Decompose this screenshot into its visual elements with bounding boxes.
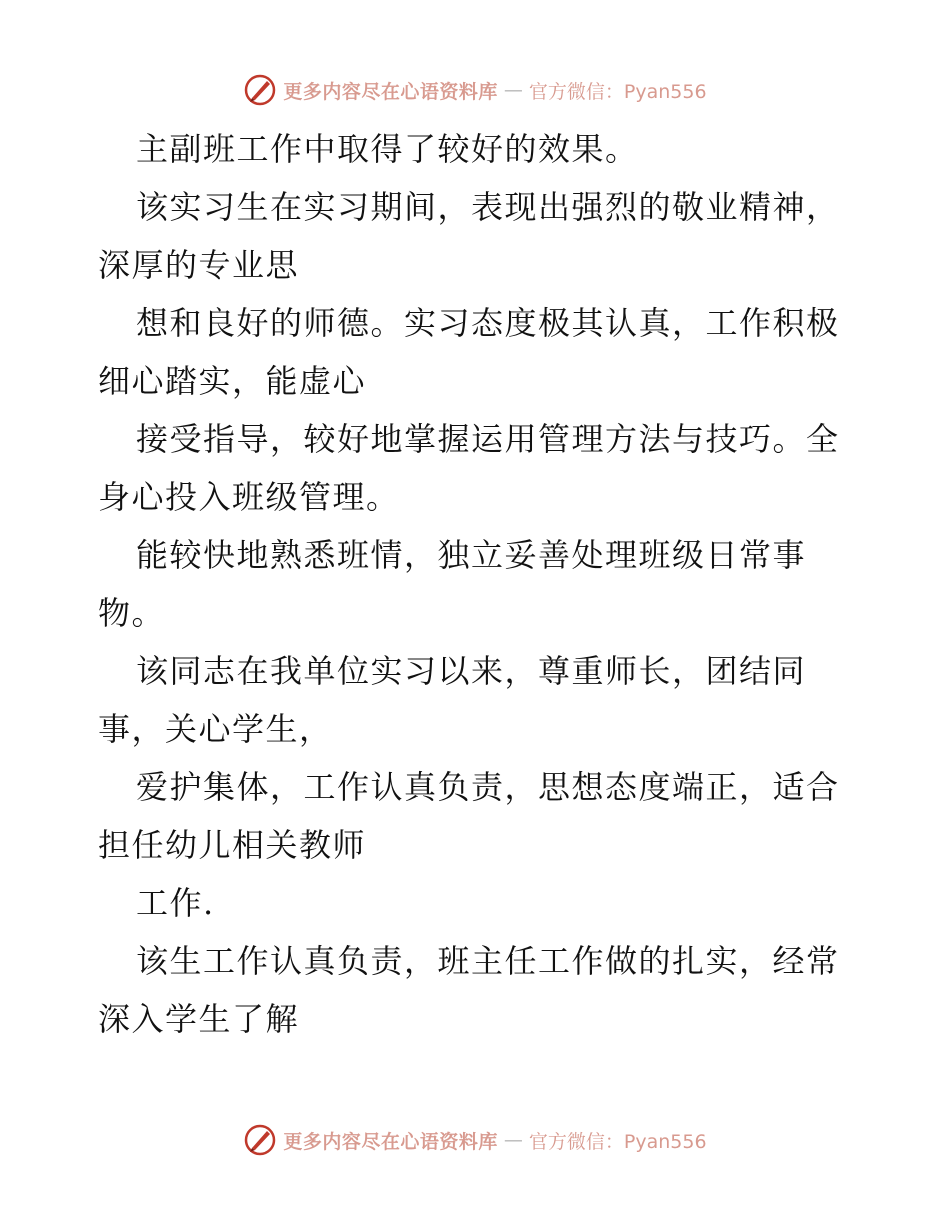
quill-pen-logo-icon	[243, 73, 277, 107]
text-line: 身心投入班级管理。	[98, 478, 400, 516]
text-line: 接受指导，较好地掌握运用管理方法与技巧。全	[136, 420, 840, 458]
document-body	[98, 120, 858, 1048]
text-line: 能较快地熟悉班情，独立妥善处理班级日常事	[136, 536, 807, 574]
text-line: 担任幼儿相关教师	[98, 826, 367, 864]
watermark-separator: —	[503, 79, 523, 101]
watermark-brand: 更多内容尽在心语资料库	[283, 80, 498, 103]
text-line: 爱护集体，工作认真负责，思想态度端正，适合	[136, 768, 840, 806]
text-line: 细心踏实，能虚心	[98, 362, 367, 400]
text-line: 主副班工作中取得了较好的效果。	[136, 130, 639, 168]
watermark-separator: —	[503, 1129, 523, 1151]
watermark-brand: 更多内容尽在心语资料库	[283, 1130, 498, 1153]
text-line: 深厚的专业思	[98, 246, 300, 284]
text-line: 该同志在我单位实习以来，尊重师长，团结同	[136, 652, 807, 690]
watermark-contact: 官方微信：Pyan556	[528, 1130, 707, 1153]
text-line: 物。	[98, 594, 166, 632]
text-line: 想和良好的师德。实习态度极其认真，工作积极	[136, 304, 840, 342]
header-watermark	[0, 70, 950, 110]
text-line: 事，关心学生，	[98, 710, 333, 748]
text-line: 工作.	[136, 884, 215, 922]
quill-pen-logo-icon	[243, 1123, 277, 1157]
text-line: 深入学生了解	[98, 1000, 300, 1038]
footer-watermark	[0, 1120, 950, 1160]
watermark-contact: 官方微信：Pyan556	[528, 80, 707, 103]
text-line: 该实习生在实习期间，表现出强烈的敬业精神，	[136, 188, 840, 226]
text-line: 该生工作认真负责，班主任工作做的扎实，经常	[136, 942, 840, 980]
